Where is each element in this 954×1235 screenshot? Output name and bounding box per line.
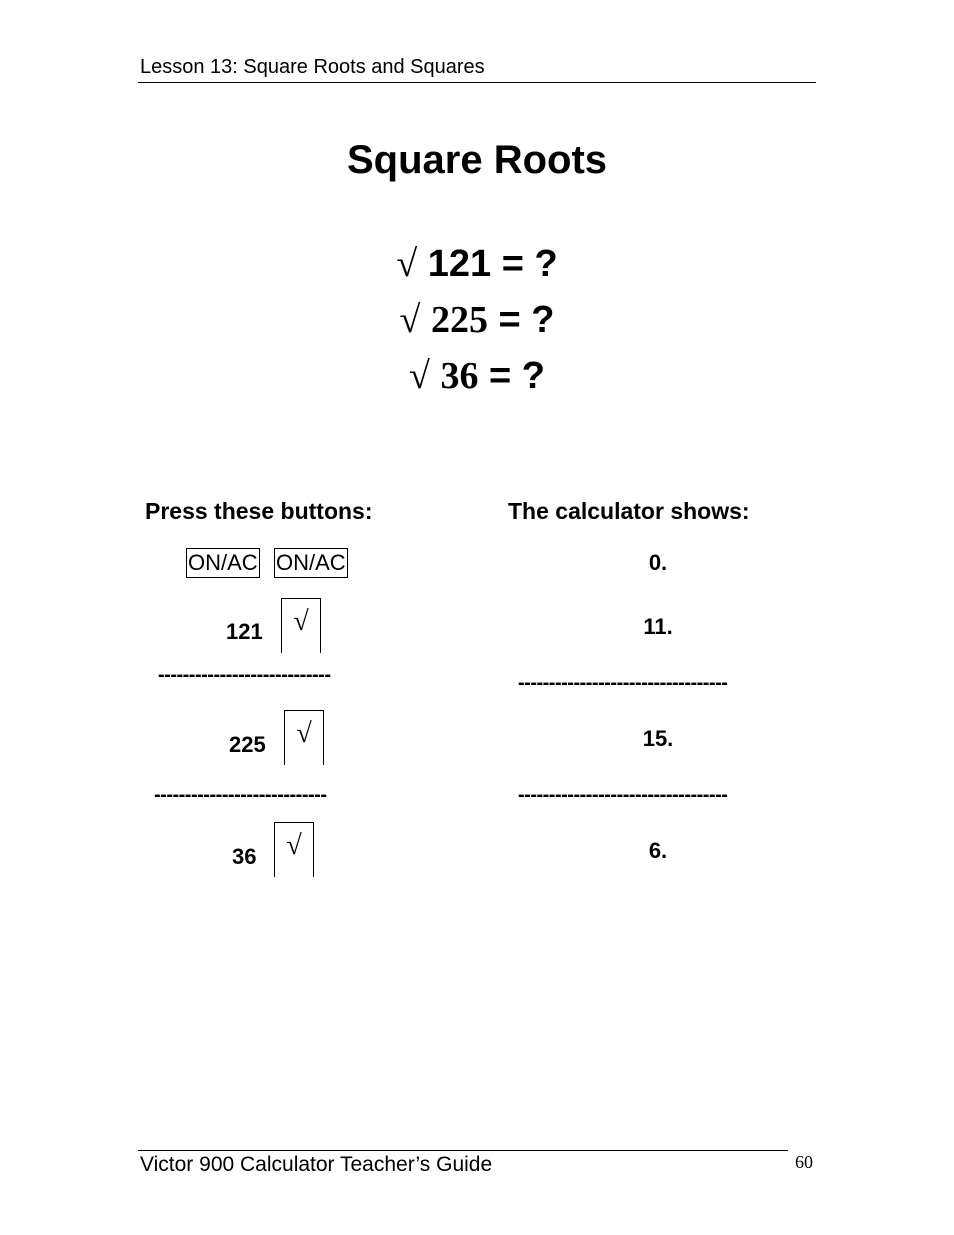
entry-number: 225 bbox=[229, 732, 266, 757]
header-lesson-title: Lesson 13: Square Roots and Squares bbox=[140, 56, 485, 78]
equation-225 bbox=[0, 298, 954, 342]
square-root-key: √ bbox=[281, 598, 321, 653]
on-ac-key: ON/AC bbox=[274, 548, 348, 578]
display-result: 11. bbox=[643, 614, 673, 639]
header-divider bbox=[138, 82, 816, 83]
separator-line: ---------------------------- bbox=[154, 784, 327, 806]
equation-rest: = ? bbox=[489, 355, 545, 397]
display-result: 15. bbox=[642, 726, 674, 751]
square-root-key: √ bbox=[274, 822, 314, 877]
footer-guide-title: Victor 900 Calculator Teacher’s Guide bbox=[140, 1153, 493, 1176]
separator-line: ---------------------------------- bbox=[518, 784, 728, 806]
entry-number: 36 bbox=[232, 844, 257, 869]
on-ac-key: ON/AC bbox=[186, 548, 260, 578]
square-root-symbol: √ bbox=[399, 299, 421, 341]
square-root-key: √ bbox=[284, 710, 324, 765]
square-root-symbol: √ bbox=[396, 243, 418, 285]
equation-number: 36 bbox=[440, 355, 479, 397]
equation-rest: = ? bbox=[501, 243, 558, 285]
equation-121 bbox=[0, 242, 954, 286]
equation-number: 225 bbox=[430, 299, 488, 341]
square-root-symbol: √ bbox=[409, 355, 430, 397]
equation-number: 121 bbox=[427, 243, 492, 285]
display-result: 0. bbox=[648, 550, 668, 575]
separator-line: ---------------------------- bbox=[158, 664, 331, 686]
calculator-shows-heading: The calculator shows: bbox=[508, 498, 750, 524]
page-number: 60 bbox=[795, 1152, 813, 1172]
entry-number: 121 bbox=[226, 619, 263, 644]
display-result: 6. bbox=[648, 838, 668, 863]
page-title: Square Roots bbox=[346, 138, 608, 182]
equation-36 bbox=[0, 354, 954, 398]
separator-line: ---------------------------------- bbox=[518, 672, 728, 694]
press-buttons-heading: Press these buttons: bbox=[145, 498, 373, 524]
equation-rest: = ? bbox=[498, 299, 555, 341]
footer-divider bbox=[138, 1150, 788, 1151]
